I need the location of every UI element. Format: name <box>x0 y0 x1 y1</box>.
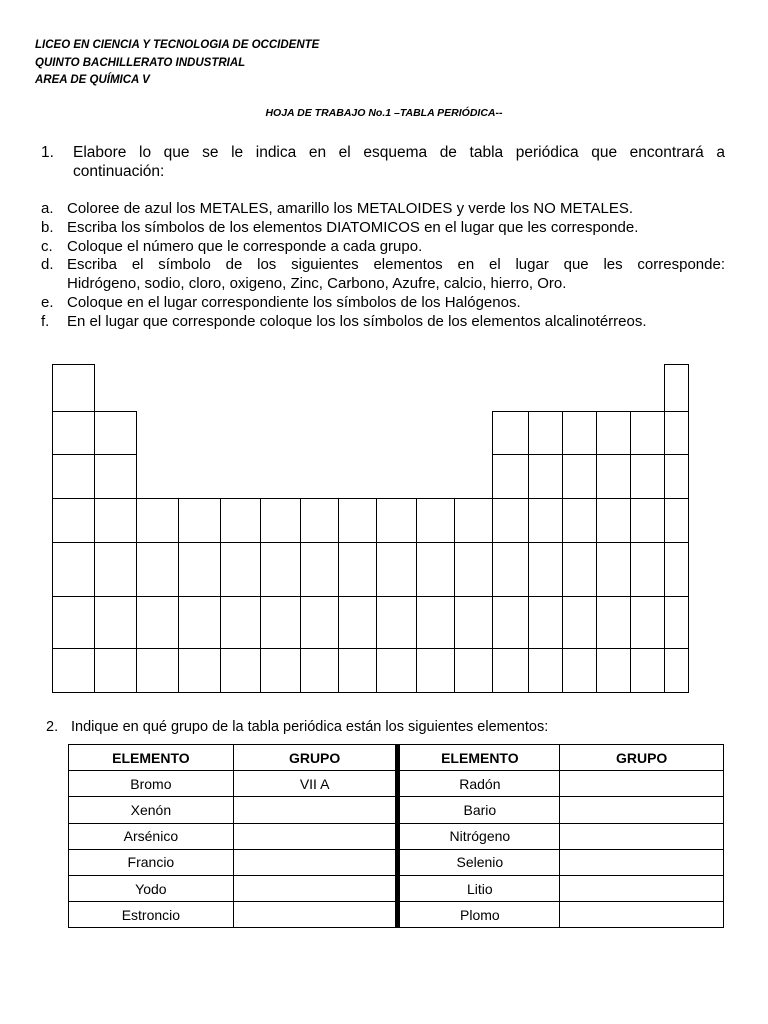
element-box[interactable] <box>630 411 665 455</box>
table-header-row <box>69 745 724 771</box>
element-box[interactable] <box>664 454 689 499</box>
element-box[interactable] <box>492 596 529 649</box>
element-cell: Bario <box>398 797 560 823</box>
element-box[interactable] <box>596 596 631 649</box>
group-cell[interactable] <box>233 902 398 928</box>
table-row <box>69 849 724 875</box>
element-box[interactable] <box>260 542 301 597</box>
element-box[interactable] <box>94 648 137 693</box>
element-box[interactable] <box>528 648 563 693</box>
element-box[interactable] <box>630 498 665 543</box>
group-cell[interactable] <box>560 875 724 901</box>
element-box[interactable] <box>630 596 665 649</box>
element-box[interactable] <box>260 596 301 649</box>
group-cell[interactable]: VII A <box>233 771 398 797</box>
element-cell: Estroncio <box>69 902 234 928</box>
element-box[interactable] <box>630 648 665 693</box>
column-header: ELEMENTO <box>69 745 234 771</box>
element-box[interactable] <box>94 454 137 499</box>
instruction-item: e. Coloque en el lugar correspondiente los símbolos de los Halógenos. <box>41 293 521 311</box>
element-group-table <box>68 744 724 928</box>
group-cell[interactable] <box>560 771 724 797</box>
element-box[interactable] <box>300 596 339 649</box>
element-box[interactable] <box>416 596 455 649</box>
element-box[interactable] <box>528 596 563 649</box>
element-box[interactable] <box>94 498 137 543</box>
element-box[interactable] <box>562 498 597 543</box>
question-2-text: Indique en qué grupo de la tabla periódica están los siguientes elementos: <box>71 719 549 735</box>
element-box[interactable] <box>260 498 301 543</box>
element-box[interactable] <box>596 454 631 499</box>
element-box[interactable] <box>664 648 689 693</box>
element-box[interactable] <box>664 542 689 597</box>
element-box[interactable] <box>52 498 95 543</box>
element-box[interactable] <box>492 498 529 543</box>
element-box[interactable] <box>338 498 377 543</box>
element-cell: Yodo <box>69 875 234 901</box>
element-box[interactable] <box>376 498 417 543</box>
element-box[interactable] <box>94 411 137 455</box>
element-box[interactable] <box>562 454 597 499</box>
element-box[interactable] <box>492 454 529 499</box>
question-2 <box>46 719 548 735</box>
element-box[interactable] <box>338 542 377 597</box>
element-box[interactable] <box>492 411 529 455</box>
element-box[interactable] <box>94 542 137 597</box>
grade-name: QUINTO BACHILLERATO INDUSTRIAL <box>35 56 246 69</box>
element-cell: Selenio <box>398 849 560 875</box>
element-box[interactable] <box>220 498 261 543</box>
worksheet-title: HOJA DE TRABAJO No.1 –TABLA PERIÓDICA-- <box>265 107 503 119</box>
instruction-item: c. Coloque el número que le corresponde a cada grupo. <box>41 237 423 255</box>
element-box[interactable] <box>664 596 689 649</box>
element-box[interactable] <box>630 542 665 597</box>
element-box[interactable] <box>178 596 221 649</box>
element-box[interactable] <box>300 542 339 597</box>
element-box[interactable] <box>454 542 493 597</box>
element-box[interactable] <box>596 542 631 597</box>
school-name: LICEO EN CIENCIA Y TECNOLOGIA DE OCCIDENTE <box>35 39 320 51</box>
element-box[interactable] <box>562 411 597 455</box>
element-box[interactable] <box>492 648 529 693</box>
element-box[interactable] <box>416 542 455 597</box>
element-box[interactable] <box>338 596 377 649</box>
element-box[interactable] <box>52 648 95 693</box>
element-box[interactable] <box>596 411 631 455</box>
element-box[interactable] <box>454 596 493 649</box>
element-box[interactable] <box>630 454 665 499</box>
element-box[interactable] <box>94 596 137 649</box>
element-box[interactable] <box>178 542 221 597</box>
element-box[interactable] <box>220 648 261 693</box>
element-box[interactable] <box>454 498 493 543</box>
group-cell[interactable] <box>233 797 398 823</box>
element-box[interactable] <box>376 648 417 693</box>
element-box[interactable] <box>416 498 455 543</box>
column-header: ELEMENTO <box>398 745 560 771</box>
group-cell[interactable] <box>560 797 724 823</box>
element-box[interactable] <box>136 648 179 693</box>
table-row <box>69 823 724 849</box>
table-row <box>69 797 724 823</box>
group-cell[interactable] <box>560 849 724 875</box>
element-cell: Litio <box>398 875 560 901</box>
element-cell: Nitrógeno <box>398 823 560 849</box>
element-box[interactable] <box>562 648 597 693</box>
table-row <box>69 771 724 797</box>
element-box[interactable] <box>454 648 493 693</box>
element-box[interactable] <box>492 542 529 597</box>
element-box[interactable] <box>136 542 179 597</box>
instruction-item: d. Escriba el símbolo de los siguientes elementos en el lugar que les corresponde: Hidrógeno, sodio, cloro, oxigeno, Zinc, Carbono, Azufre, calcio, hierro, Oro. <box>41 256 725 293</box>
instruction-list <box>41 200 725 332</box>
group-cell[interactable] <box>233 849 398 875</box>
element-box[interactable] <box>664 364 689 412</box>
element-box[interactable] <box>52 454 95 499</box>
element-box[interactable] <box>52 411 95 455</box>
question-1 <box>41 143 725 181</box>
element-box[interactable] <box>376 596 417 649</box>
element-box[interactable] <box>596 498 631 543</box>
element-cell: Radón <box>398 771 560 797</box>
subject-area: AREA DE QUÍMICA V <box>35 74 150 86</box>
question-2-number: 2. <box>46 719 59 735</box>
column-header: GRUPO <box>233 745 398 771</box>
element-box[interactable] <box>528 411 563 455</box>
element-box[interactable] <box>52 596 95 649</box>
table-row <box>69 902 724 928</box>
element-box[interactable] <box>52 542 95 597</box>
element-box[interactable] <box>338 648 377 693</box>
element-cell: Bromo <box>69 771 234 797</box>
element-box[interactable] <box>300 498 339 543</box>
element-box[interactable] <box>220 542 261 597</box>
element-cell: Plomo <box>398 902 560 928</box>
question-1-number: 1. <box>41 144 54 161</box>
question-1-text-line1: Elabore lo que se le indica en el esquema de tabla periódica que encontrará a <box>73 144 725 161</box>
element-box[interactable] <box>528 542 563 597</box>
group-cell[interactable] <box>233 823 398 849</box>
element-cell: Francio <box>69 849 234 875</box>
element-box[interactable] <box>416 648 455 693</box>
group-cell[interactable] <box>233 875 398 901</box>
element-box[interactable] <box>220 596 261 649</box>
element-box[interactable] <box>664 411 689 455</box>
element-box[interactable] <box>178 498 221 543</box>
element-box[interactable] <box>52 364 95 412</box>
element-box[interactable] <box>562 596 597 649</box>
element-cell: Xenón <box>69 797 234 823</box>
instruction-item: a. Coloree de azul los METALES, amarillo los METALOIDES y verde los NO METALES. <box>41 200 634 217</box>
question-1-text-line2: continuación: <box>73 163 165 180</box>
periodic-table-outline[interactable] <box>52 364 688 692</box>
element-box[interactable] <box>664 498 689 543</box>
table-row <box>69 875 724 901</box>
column-header: GRUPO <box>560 745 724 771</box>
element-box[interactable] <box>528 498 563 543</box>
group-cell[interactable] <box>560 823 724 849</box>
instruction-item: f. En el lugar que corresponde coloque los los símbolos de los elementos alcalinotérreos. <box>41 312 647 330</box>
element-box[interactable] <box>300 648 339 693</box>
element-box[interactable] <box>376 542 417 597</box>
element-cell: Arsénico <box>69 823 234 849</box>
school-header <box>35 37 319 90</box>
element-box[interactable] <box>136 498 179 543</box>
element-box[interactable] <box>596 648 631 693</box>
element-box[interactable] <box>178 648 221 693</box>
element-box[interactable] <box>260 648 301 693</box>
element-box[interactable] <box>562 542 597 597</box>
element-box[interactable] <box>136 596 179 649</box>
element-box[interactable] <box>528 454 563 499</box>
group-cell[interactable] <box>560 902 724 928</box>
instruction-item: b. Escriba los símbolos de los elementos DIATOMICOS en el lugar que les corresponde. <box>41 218 639 236</box>
